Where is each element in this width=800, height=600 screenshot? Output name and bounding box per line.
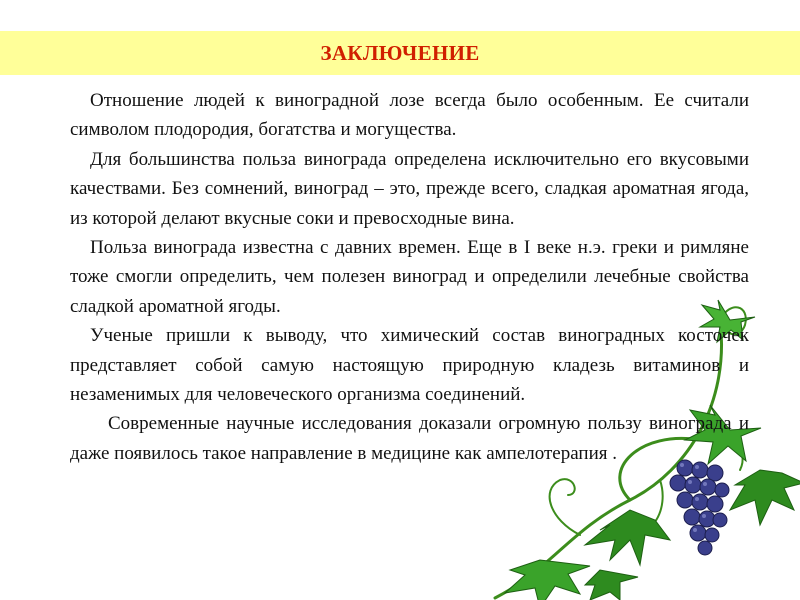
- paragraph-1: Отношение людей к виноградной лозе всегда было особенным. Ее считали символом плодородия, богатства и могущества.: [70, 90, 749, 141]
- paragraph-2: Для большинства польза винограда определена исключительно его вкусовыми качествами. Без сомнений, виноград – это, прежде всего, сладкая ароматная ягода, из которой делают вкусные соки и превосходные вина.: [70, 148, 749, 229]
- body-text: [70, 86, 749, 468]
- title-bar: [0, 31, 800, 75]
- slide-title: ЗАКЛЮЧЕНИЕ: [320, 40, 480, 65]
- paragraph-3: Польза винограда известна с давних времен. Еще в I веке н.э. греки и римляне тоже смогли определить, чем полезен виноград и определили лечебные свойства сладкой ароматной ягоды.: [70, 237, 749, 317]
- paragraph-5: Современные научные исследования доказали огромную пользу винограда и даже появилось такое направление в медицине как ампелотерапия .: [70, 413, 749, 464]
- grape-cluster: [670, 460, 729, 555]
- paragraph-4: Ученые пришли к выводу, что химический состав виноградных косточек представляет собой самую настоящую природную кладезь витаминов и незаменимых для человеческого организма соединений.: [70, 325, 749, 406]
